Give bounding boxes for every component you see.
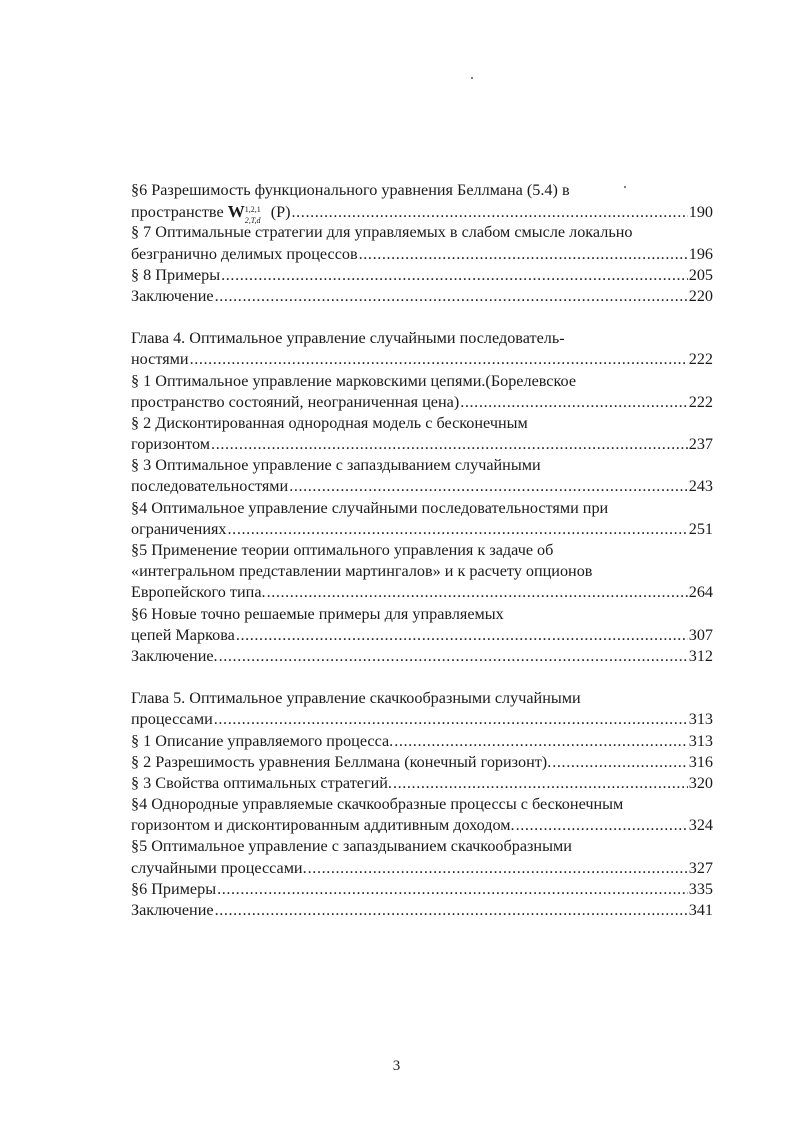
leader-dots xyxy=(236,625,688,646)
toc-entry-s7-line2: безгранично делимых процессов ..... 196 xyxy=(131,244,713,265)
leader-dots xyxy=(215,286,688,307)
toc-ch5-s4-line1: §4 Однородные управляемые скачкообразные процессы с бесконечным xyxy=(131,795,624,814)
leader-dots xyxy=(308,858,688,879)
toc-ch4-s6-line1: §6 Новые точно решаемые примеры для управляемых xyxy=(131,604,504,623)
page-ref: 320 xyxy=(688,773,713,792)
toc-ch5-s5-line1: §5 Оптимальное управление с запаздыванием скачкообразными xyxy=(131,837,572,856)
space-symbol: W xyxy=(227,202,245,222)
leader-dots xyxy=(516,815,688,836)
page-number: 3 xyxy=(392,1058,401,1074)
page-ref: 327 xyxy=(688,858,713,877)
sobolev-space-formula xyxy=(227,202,291,226)
page-ref: 190 xyxy=(688,203,713,222)
space-argument: (P) xyxy=(270,203,291,222)
toc-ch4-s1-line1: § 1 Оптимальное управление марковскими цепями.(Борелевское xyxy=(131,371,577,390)
leader-dots xyxy=(211,434,688,455)
page-ref: 307 xyxy=(688,625,713,644)
page-ref: 312 xyxy=(688,646,713,665)
page-ref: 237 xyxy=(688,435,713,454)
toc-ch4-s4-line1: §4 Оптимальное управление случайными последовательностями при xyxy=(131,498,609,517)
page-ref: 335 xyxy=(688,879,713,898)
toc-ch4-s4-line2: ограничениях ..... 251 xyxy=(131,519,713,540)
toc-ch4-s2-line1: § 2 Дисконтированная однородная модель с бесконечным xyxy=(131,413,528,432)
toc-ch5-conclusion: Заключение ..... 341 xyxy=(131,900,713,921)
table-of-contents xyxy=(131,176,713,921)
toc-ch4-s5-line3: Европейского типа. ..... 264 xyxy=(131,582,713,603)
toc-ch5-s2: § 2 Разрешимость уравнения Беллмана (конечный горизонт). ..... 316 xyxy=(131,752,713,773)
toc-ch4-conclusion: Заключение. ..... 312 xyxy=(131,646,713,667)
leader-dots xyxy=(292,202,688,223)
leader-dots xyxy=(460,392,687,413)
toc-ch4-s3-line1: § 3 Оптимальное управление с запаздыванием случайными xyxy=(131,456,541,475)
toc-chapter5-title: Глава 5. Оптимальное управление скачкообразными случайными xyxy=(131,689,581,708)
toc-ch4-s2-line2: горизонтом ..... 237 xyxy=(131,434,713,455)
page-ref: 264 xyxy=(688,583,713,602)
page-ref: 243 xyxy=(688,477,713,496)
toc-entry-s6-prefix: пространстве xyxy=(131,203,224,222)
page-ref: 222 xyxy=(688,350,713,369)
toc-chapter4-title: Глава 4. Оптимальное управление случайными последователь- xyxy=(131,329,565,348)
page-ref: 313 xyxy=(688,731,713,750)
toc-entry-s6-line2 xyxy=(131,201,713,226)
leader-dots xyxy=(219,646,688,667)
toc-chapter5-title-end: процессами ..... 313 xyxy=(131,709,713,730)
toc-ch4-s5-line1: §5 Применение теории оптимального управления к задаче об xyxy=(131,541,554,559)
page-ref: 196 xyxy=(688,244,713,263)
toc-entry-s8: § 8 Примеры ..... 205 xyxy=(131,265,713,286)
leader-dots xyxy=(217,879,688,900)
toc-ch4-s1-line2: пространство состояний, неограниченная цена) ..... 222 xyxy=(131,392,713,413)
leader-dots xyxy=(215,900,688,921)
page-ref: 251 xyxy=(688,519,713,538)
toc-ch5-s6: §6 Примеры ..... 335 xyxy=(131,879,713,900)
leader-dots xyxy=(394,731,688,752)
toc-entry-conclusion-ch3: Заключение ..... 220 xyxy=(131,286,713,307)
leader-dots xyxy=(393,773,688,794)
page-ref: 220 xyxy=(688,286,713,305)
scan-speck xyxy=(471,77,473,79)
page-ref: 324 xyxy=(688,816,713,835)
toc-entry-s7-line1: § 7 Оптимальные стратегии для управляемых в слабом смысле локально xyxy=(131,223,633,242)
scan-speck xyxy=(624,186,626,188)
page-ref: 205 xyxy=(688,265,713,284)
leader-dots xyxy=(221,265,688,286)
toc-ch4-s3-line2: последовательностями ..... 243 xyxy=(131,476,713,497)
leader-dots xyxy=(190,349,688,370)
toc-chapter4-title-end: ностями ..... 222 xyxy=(131,349,713,370)
toc-ch4-s5-line2: «интегральном представлении мартингалов» и к расчету опционов xyxy=(131,562,593,581)
page-ref: 222 xyxy=(688,392,713,411)
space-superscript: 1,2,1 xyxy=(244,205,261,215)
space-subscript: 2,T,d xyxy=(244,216,261,226)
toc-ch5-s5-line2: случайными процессами. ..... 327 xyxy=(131,858,713,879)
page-ref: 313 xyxy=(688,710,713,729)
toc-entry-s6-line1: §6 Разрешимость функционального уравнения Беллмана (5.4) в xyxy=(131,181,570,199)
toc-ch4-s6-line2: цепей Маркова ..... 307 xyxy=(131,625,713,646)
leader-dots xyxy=(228,519,688,540)
leader-dots xyxy=(359,244,688,265)
leader-dots xyxy=(214,709,688,730)
leader-dots xyxy=(267,582,688,603)
leader-dots xyxy=(289,476,688,497)
toc-ch5-s1: § 1 Описание управляемого процесса. ..... 313 xyxy=(131,731,713,752)
leader-dots xyxy=(552,752,687,773)
page-ref: 316 xyxy=(688,752,713,771)
toc-ch5-s4-line2: горизонтом и дисконтированным аддитивным доходом. ..... 324 xyxy=(131,815,713,836)
page-ref: 341 xyxy=(688,901,713,919)
toc-ch5-s3: § 3 Свойства оптимальных стратегий. ..... 320 xyxy=(131,773,713,794)
